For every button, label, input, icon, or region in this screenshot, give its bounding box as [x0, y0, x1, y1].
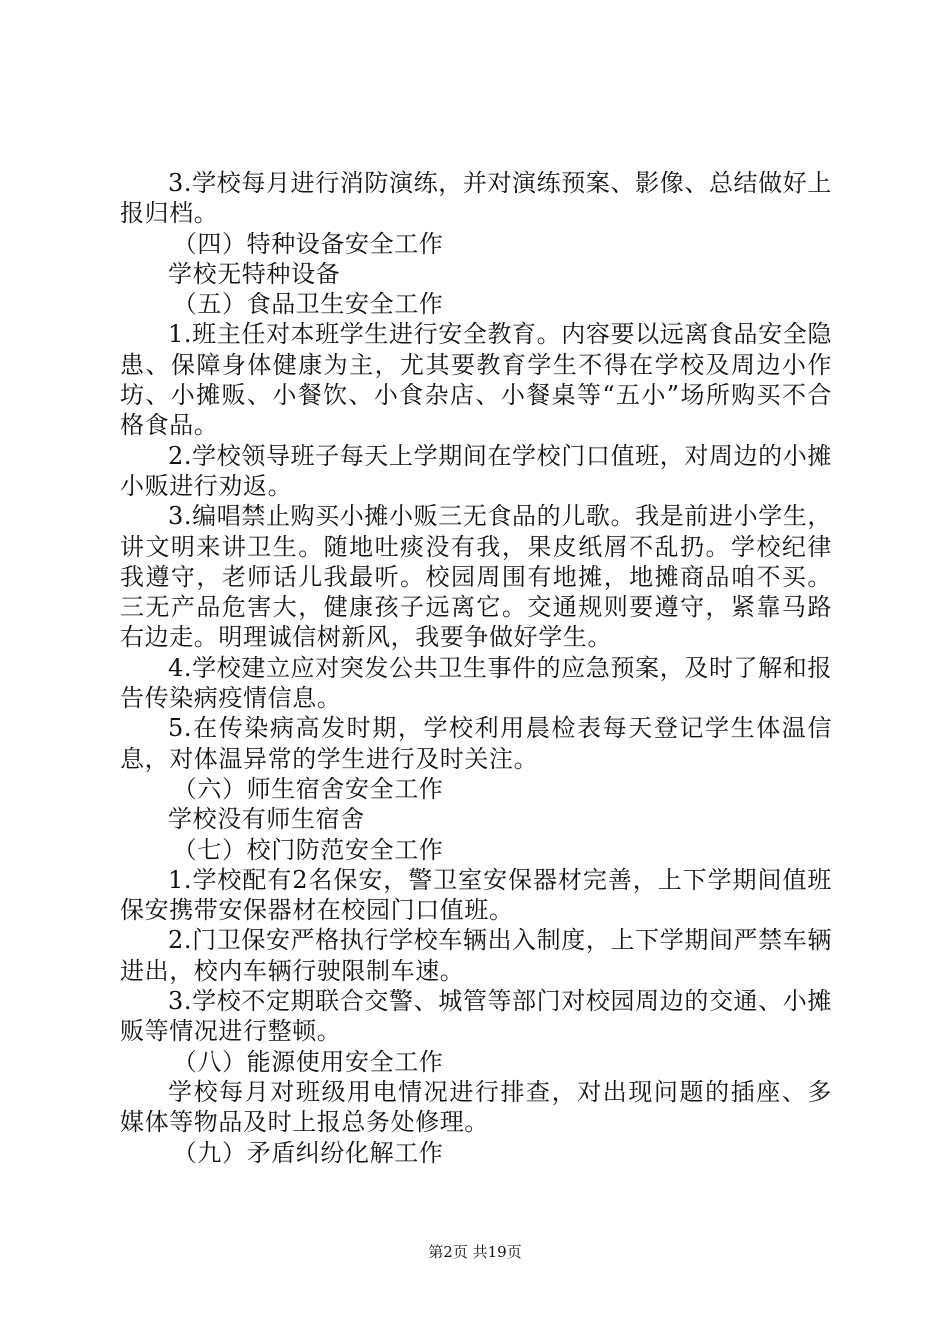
- section-heading: （五）食品卫生安全工作: [172, 290, 444, 319]
- paragraph: 5.在传染病高发时期，学校利用晨检表每天登记学生体温信息，对体温异常的学生进行及时关注。: [120, 714, 832, 773]
- paragraph: 学校没有师生宿舍: [168, 805, 365, 834]
- paragraph: 2.学校领导班子每天上学期间在学校门口值班，对周边的小摊小贩进行劝返。: [120, 441, 832, 500]
- paragraph: 学校无特种设备: [168, 259, 341, 288]
- paragraph: 1.班主任对本班学生进行安全教育。内容要以远离食品安全隐患、保障身体健康为主，尤其要教育学生不得在学校及周边小作坊、小摊贩、小餐饮、小食杂店、小餐桌等“五小”场所购买不合格食品。: [120, 320, 832, 440]
- paragraph: 学校每月对班级用电情况进行排查，对出现问题的插座、多媒体等物品及时上报总务处修理。: [120, 1077, 832, 1137]
- page-footer: 第2页 共19页: [428, 1243, 522, 1261]
- document-body: [120, 168, 832, 1168]
- paragraph: 2.门卫保安严格执行学校车辆出入制度，上下学期间严禁车辆进出，校内车辆行驶限制车速。: [120, 926, 832, 985]
- paragraph: 1.学校配有2名保安，警卫室安保器材完善，上下学期间值班保安携带安保器材在校园门口值班。: [120, 865, 832, 925]
- section-heading: （八）能源使用安全工作: [172, 1047, 444, 1076]
- section-heading: （四）特种设备安全工作: [172, 229, 444, 258]
- paragraph: 3.学校不定期联合交警、城管等部门对校园周边的交通、小摊贩等情况进行整顿。: [120, 987, 832, 1046]
- paragraph: 3.编唱禁止购买小摊小贩三无食品的儿歌。我是前进小学生，讲文明来讲卫生。随地吐痰没有我，果皮纸屑不乱扔。学校纪律我遵守，老师话儿我最听。校园周围有地摊，地摊商品咱不买。三无产品危害大，健康孩子远离它。交通规则要遵守，紧靠马路右边走。明理诚信树新风，我要争做好学生。: [120, 502, 832, 652]
- section-heading: （六）师生宿舍安全工作: [172, 774, 444, 803]
- section-heading: （九）矛盾纠纷化解工作: [172, 1138, 444, 1167]
- section-heading: （七）校门防范安全工作: [172, 835, 444, 864]
- paragraph: 3.学校每月进行消防演练，并对演练预案、影像、总结做好上报归档。: [120, 169, 832, 228]
- paragraph: 4.学校建立应对突发公共卫生事件的应急预案，及时了解和报告传染病疫情信息。: [120, 653, 832, 713]
